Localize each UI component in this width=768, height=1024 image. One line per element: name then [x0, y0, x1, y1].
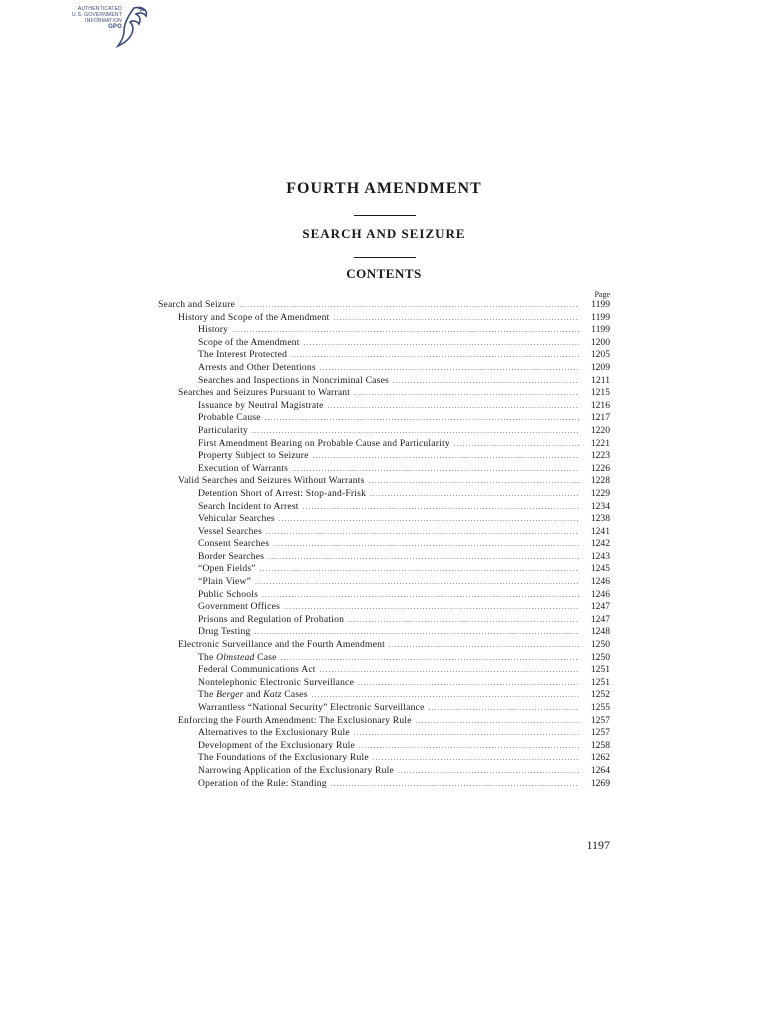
toc-entry: [158, 626, 610, 639]
toc-entry-title: [198, 337, 300, 350]
toc-entry: [158, 589, 610, 602]
dot-leader: [358, 677, 579, 690]
toc-title-text: Valid Searches and Seizures Without Warrants: [178, 475, 365, 487]
toc-title-text: History and Scope of the Amendment: [178, 311, 330, 323]
toc-entry-page: 1199: [591, 311, 610, 323]
toc-entry-page: 1246: [590, 576, 610, 588]
dot-leader: [416, 715, 579, 728]
toc-entry-page: 1216: [590, 399, 610, 411]
toc-entry-title: [198, 752, 369, 765]
toc-entry-title: [198, 526, 262, 539]
toc-entry-title: [198, 463, 288, 476]
dot-leader: [320, 664, 579, 677]
toc-title-text: Enforcing the Fourth Amendment: The Exclusionary Rule: [178, 714, 412, 726]
toc-title-text: Cases: [281, 689, 308, 701]
dot-leader: [281, 652, 579, 665]
toc-title-text: The Interest Protected: [198, 349, 288, 361]
dot-leader: [260, 563, 579, 576]
dot-leader: [279, 513, 579, 526]
toc-title-text: Searches and Inspections in Noncriminal Cases: [198, 374, 389, 386]
toc-entry-title: [198, 450, 309, 463]
dot-leader: [398, 765, 579, 778]
dot-leader: [273, 538, 579, 551]
toc-entry-title: [198, 400, 324, 413]
subtitle-divider: [354, 257, 416, 258]
toc-entry-title: [178, 475, 365, 488]
dot-leader: [304, 337, 579, 350]
toc-entry: [158, 299, 610, 312]
toc-entry: [158, 337, 610, 350]
toc-title-text: and: [243, 689, 264, 701]
toc-entry: [158, 438, 610, 451]
toc-entry-title: [178, 639, 385, 652]
toc-title-text: Case: [254, 651, 277, 663]
dot-leader: [320, 362, 579, 375]
toc-title-text: First Amendment Bearing on Probable Cause and Particularity: [198, 437, 450, 449]
toc-title-text: “Open Fields”: [198, 563, 256, 575]
title-divider: [354, 215, 416, 216]
toc-entry: [158, 765, 610, 778]
toc-title-text: Public Schools: [198, 588, 259, 600]
toc-entry: [158, 349, 610, 362]
toc-entry-page: 1220: [590, 424, 610, 436]
dot-leader: [393, 375, 579, 388]
dot-leader: [369, 475, 579, 488]
toc-entry-page: 1257: [590, 714, 610, 726]
dot-leader: [354, 387, 579, 400]
dot-leader: [354, 727, 579, 740]
toc-title-text: Execution of Warrants: [198, 462, 289, 474]
toc-entry-page: 1200: [590, 336, 610, 348]
gpo-authentication-seal: [60, 4, 150, 48]
toc-entry-title: [198, 614, 344, 627]
toc-entry-title: [198, 538, 269, 551]
toc-entry-title: [198, 362, 316, 375]
toc-entry-title: [198, 740, 355, 753]
toc-title-text: Searches and Seizures Pursuant to Warrant: [178, 387, 351, 399]
toc-entry-page: 1255: [590, 702, 610, 713]
toc-entry: [158, 324, 610, 337]
toc-entry-title: [198, 501, 299, 514]
dot-leader: [239, 299, 579, 312]
toc-title-text: The Foundations of the Exclusionary Rule: [198, 752, 369, 764]
toc-entry: [158, 551, 610, 564]
eagle-icon: [114, 4, 150, 48]
toc-entry-page: 1199: [591, 299, 610, 310]
toc-entry-page: 1209: [590, 361, 610, 373]
toc-entry: [158, 538, 610, 551]
dot-leader: [429, 702, 579, 715]
toc-entry-page: 1264: [590, 764, 610, 776]
toc-entry-title: [198, 589, 258, 602]
toc-entry-title: [178, 387, 350, 400]
toc-title-text: Arrests and Other Detentions: [198, 361, 316, 373]
toc-entry-page: 1241: [590, 525, 610, 537]
case-name-italic: Katz: [263, 689, 282, 701]
toc-title-text: The: [198, 651, 217, 663]
dot-leader: [389, 639, 579, 652]
dot-leader: [255, 576, 579, 589]
dot-leader: [284, 601, 579, 614]
page-column-label: Page: [594, 290, 610, 299]
toc-entry-title: [198, 664, 316, 677]
toc-entry-page: 1251: [590, 676, 610, 688]
toc-title-text: Border Searches: [198, 550, 265, 562]
toc-entry: [158, 501, 610, 514]
toc-title-text: Electronic Surveillance and the Fourth Amendment: [178, 639, 386, 651]
toc-entry-title: [198, 563, 256, 576]
toc-title-text: Search and Seizure: [158, 299, 236, 310]
toc-title-text: History: [198, 324, 229, 336]
toc-entry-page: 1226: [590, 462, 610, 474]
toc-entry-page: 1262: [590, 752, 610, 764]
toc-entry-page: 1211: [591, 374, 610, 386]
toc-entry-title: [198, 778, 327, 791]
toc-entry-page: 1250: [590, 651, 610, 663]
toc-entry-title: [158, 299, 235, 312]
dot-leader: [254, 626, 579, 639]
dot-leader: [252, 425, 579, 438]
toc-entry: [158, 375, 610, 388]
toc-entry-title: [198, 438, 450, 451]
dot-leader: [359, 740, 579, 753]
toc-title-text: Prisons and Regulation of Probation: [198, 613, 345, 625]
toc-entry: [158, 601, 610, 614]
toc-title-text: “Plain View”: [198, 576, 252, 588]
toc-entry: [158, 727, 610, 740]
case-name-italic: Berger: [216, 689, 244, 701]
toc-entry-title: [198, 324, 228, 337]
seal-line-3: INFORMATION: [85, 18, 122, 24]
toc-title-text: Development of the Exclusionary Rule: [198, 739, 355, 751]
toc-entry: [158, 400, 610, 413]
dot-leader: [313, 450, 579, 463]
toc-entry-page: 1199: [591, 324, 610, 336]
toc-entry: [158, 513, 610, 526]
seal-line-4: GPO: [108, 24, 122, 30]
dot-leader: [312, 689, 579, 702]
dot-leader: [370, 488, 579, 501]
dot-leader: [268, 551, 579, 564]
toc-entry-title: [198, 488, 366, 501]
toc-entry: [158, 312, 610, 325]
toc-entry-page: 1246: [590, 588, 610, 600]
toc-title-text: Federal Communications Act: [198, 664, 316, 676]
toc-entry-title: [198, 626, 250, 639]
toc-entry-title: [198, 689, 308, 702]
toc-title-text: Probable Cause: [198, 412, 261, 424]
toc-entry-title: [198, 551, 264, 564]
page-title: FOURTH AMENDMENT: [286, 180, 482, 197]
toc-entry-page: 1269: [590, 777, 610, 789]
toc-title-text: Operation of the Rule: Standing: [198, 777, 327, 789]
toc-entry-page: 1215: [590, 387, 610, 399]
toc-entry: [158, 475, 610, 488]
toc-entry-page: 1205: [590, 349, 610, 361]
toc-entry: [158, 664, 610, 677]
toc-entry: [158, 450, 610, 463]
toc-entry-page: 1248: [590, 626, 610, 638]
toc-entry-title: [198, 677, 354, 690]
toc-entry: [158, 563, 610, 576]
toc-entry-page: 1238: [590, 513, 610, 525]
toc-entry-title: [198, 349, 287, 362]
toc-entry: [158, 652, 610, 665]
toc-title-text: Alternatives to the Exclusionary Rule: [198, 727, 350, 739]
toc-entry-page: 1257: [590, 727, 610, 739]
toc-entry: [158, 778, 610, 791]
toc-title-text: Consent Searches: [198, 538, 270, 550]
toc-entry-page: 1247: [590, 601, 610, 613]
toc-entry: [158, 425, 610, 438]
dot-leader: [266, 526, 579, 539]
toc-entry-title: [198, 425, 248, 438]
toc-entry-title: [198, 513, 275, 526]
toc-entry-page: 1250: [590, 639, 610, 651]
toc-entry: [158, 702, 610, 715]
toc-title-text: Vehicular Searches: [198, 513, 275, 525]
dot-leader: [454, 438, 579, 451]
toc-entry-page: 1251: [590, 664, 610, 676]
toc-title-text: Property Subject to Seizure: [198, 450, 309, 462]
toc-entry-title: [198, 601, 280, 614]
seal-line-1: AUTHENTICATED: [77, 6, 122, 12]
toc-entry: [158, 488, 610, 501]
toc-entry: [158, 463, 610, 476]
toc-entry-title: [178, 312, 329, 325]
case-name-italic: Olmstead: [216, 651, 255, 663]
toc-entry-page: 1223: [590, 450, 610, 462]
toc-entry: [158, 639, 610, 652]
toc-entry-page: 1234: [590, 500, 610, 512]
toc-entry-page: 1245: [590, 563, 610, 575]
toc-title-text: Narrowing Application of the Exclusionary Rule: [198, 764, 394, 776]
toc-entry-page: 1228: [590, 475, 610, 487]
toc-title-text: Scope of the Amendment: [198, 336, 300, 348]
toc-title-text: Warrantless “National Security” Electronic Surveillance: [198, 702, 425, 713]
toc-title-text: Search Incident to Arrest: [198, 500, 299, 512]
toc-title-text: Nontelephonic Electronic Surveillance: [198, 676, 355, 688]
dot-leader: [292, 463, 579, 476]
dot-leader: [348, 614, 579, 627]
toc-entry-title: [198, 412, 261, 425]
toc-entry: [158, 689, 610, 702]
contents-heading: CONTENTS: [346, 266, 422, 281]
toc-entry: [158, 387, 610, 400]
toc-title-text: Detention Short of Arrest: Stop-and-Frisk: [198, 487, 367, 499]
toc-entry-title: [198, 765, 394, 778]
toc-title-text: Government Offices: [198, 601, 281, 613]
toc-entry: [158, 715, 610, 728]
dot-leader: [262, 589, 579, 602]
toc-entry-page: 1242: [590, 538, 610, 550]
dot-leader: [331, 778, 579, 791]
dot-leader: [265, 412, 579, 425]
toc-entry-page: 1217: [590, 412, 610, 424]
toc-entry-title: [198, 375, 389, 388]
dot-leader: [291, 349, 579, 362]
toc-entry: [158, 362, 610, 375]
toc-entry: [158, 576, 610, 589]
toc-entry: [158, 526, 610, 539]
seal-line-2: U.S. GOVERNMENT: [72, 12, 122, 18]
toc-entry: [158, 412, 610, 425]
dot-leader: [328, 400, 579, 413]
dot-leader: [333, 312, 579, 325]
toc-entry-page: 1243: [590, 550, 610, 562]
toc-entry-title: [198, 702, 425, 715]
toc-title-text: Drug Testing: [198, 626, 251, 638]
toc-entry-title: [198, 652, 277, 665]
toc-title-text: The: [198, 689, 217, 701]
toc-entry-title: [198, 727, 350, 740]
seal-text: [60, 6, 122, 30]
toc-entry: [158, 752, 610, 765]
toc-title-text: Vessel Searches: [198, 525, 263, 537]
toc-entry: [158, 677, 610, 690]
toc-entry-page: 1258: [590, 739, 610, 751]
dot-leader: [303, 501, 579, 514]
toc-title-text: Issuance by Neutral Magistrate: [198, 399, 324, 411]
dot-leader: [232, 324, 579, 337]
toc-entry-page: 1229: [590, 487, 610, 499]
page-subtitle: SEARCH AND SEIZURE: [302, 226, 466, 241]
toc-entry: [158, 614, 610, 627]
toc-entry-page: 1247: [590, 613, 610, 625]
toc-entry-title: [178, 715, 412, 728]
toc-entry-title: [198, 576, 251, 589]
toc-entry-page: 1252: [590, 689, 610, 701]
page-number: 1197: [586, 838, 610, 852]
toc-entry-page: 1221: [590, 437, 610, 449]
toc-entry: [158, 740, 610, 753]
toc-title-text: Particularity: [198, 424, 249, 436]
dot-leader: [373, 752, 579, 765]
table-of-contents: [158, 299, 610, 790]
